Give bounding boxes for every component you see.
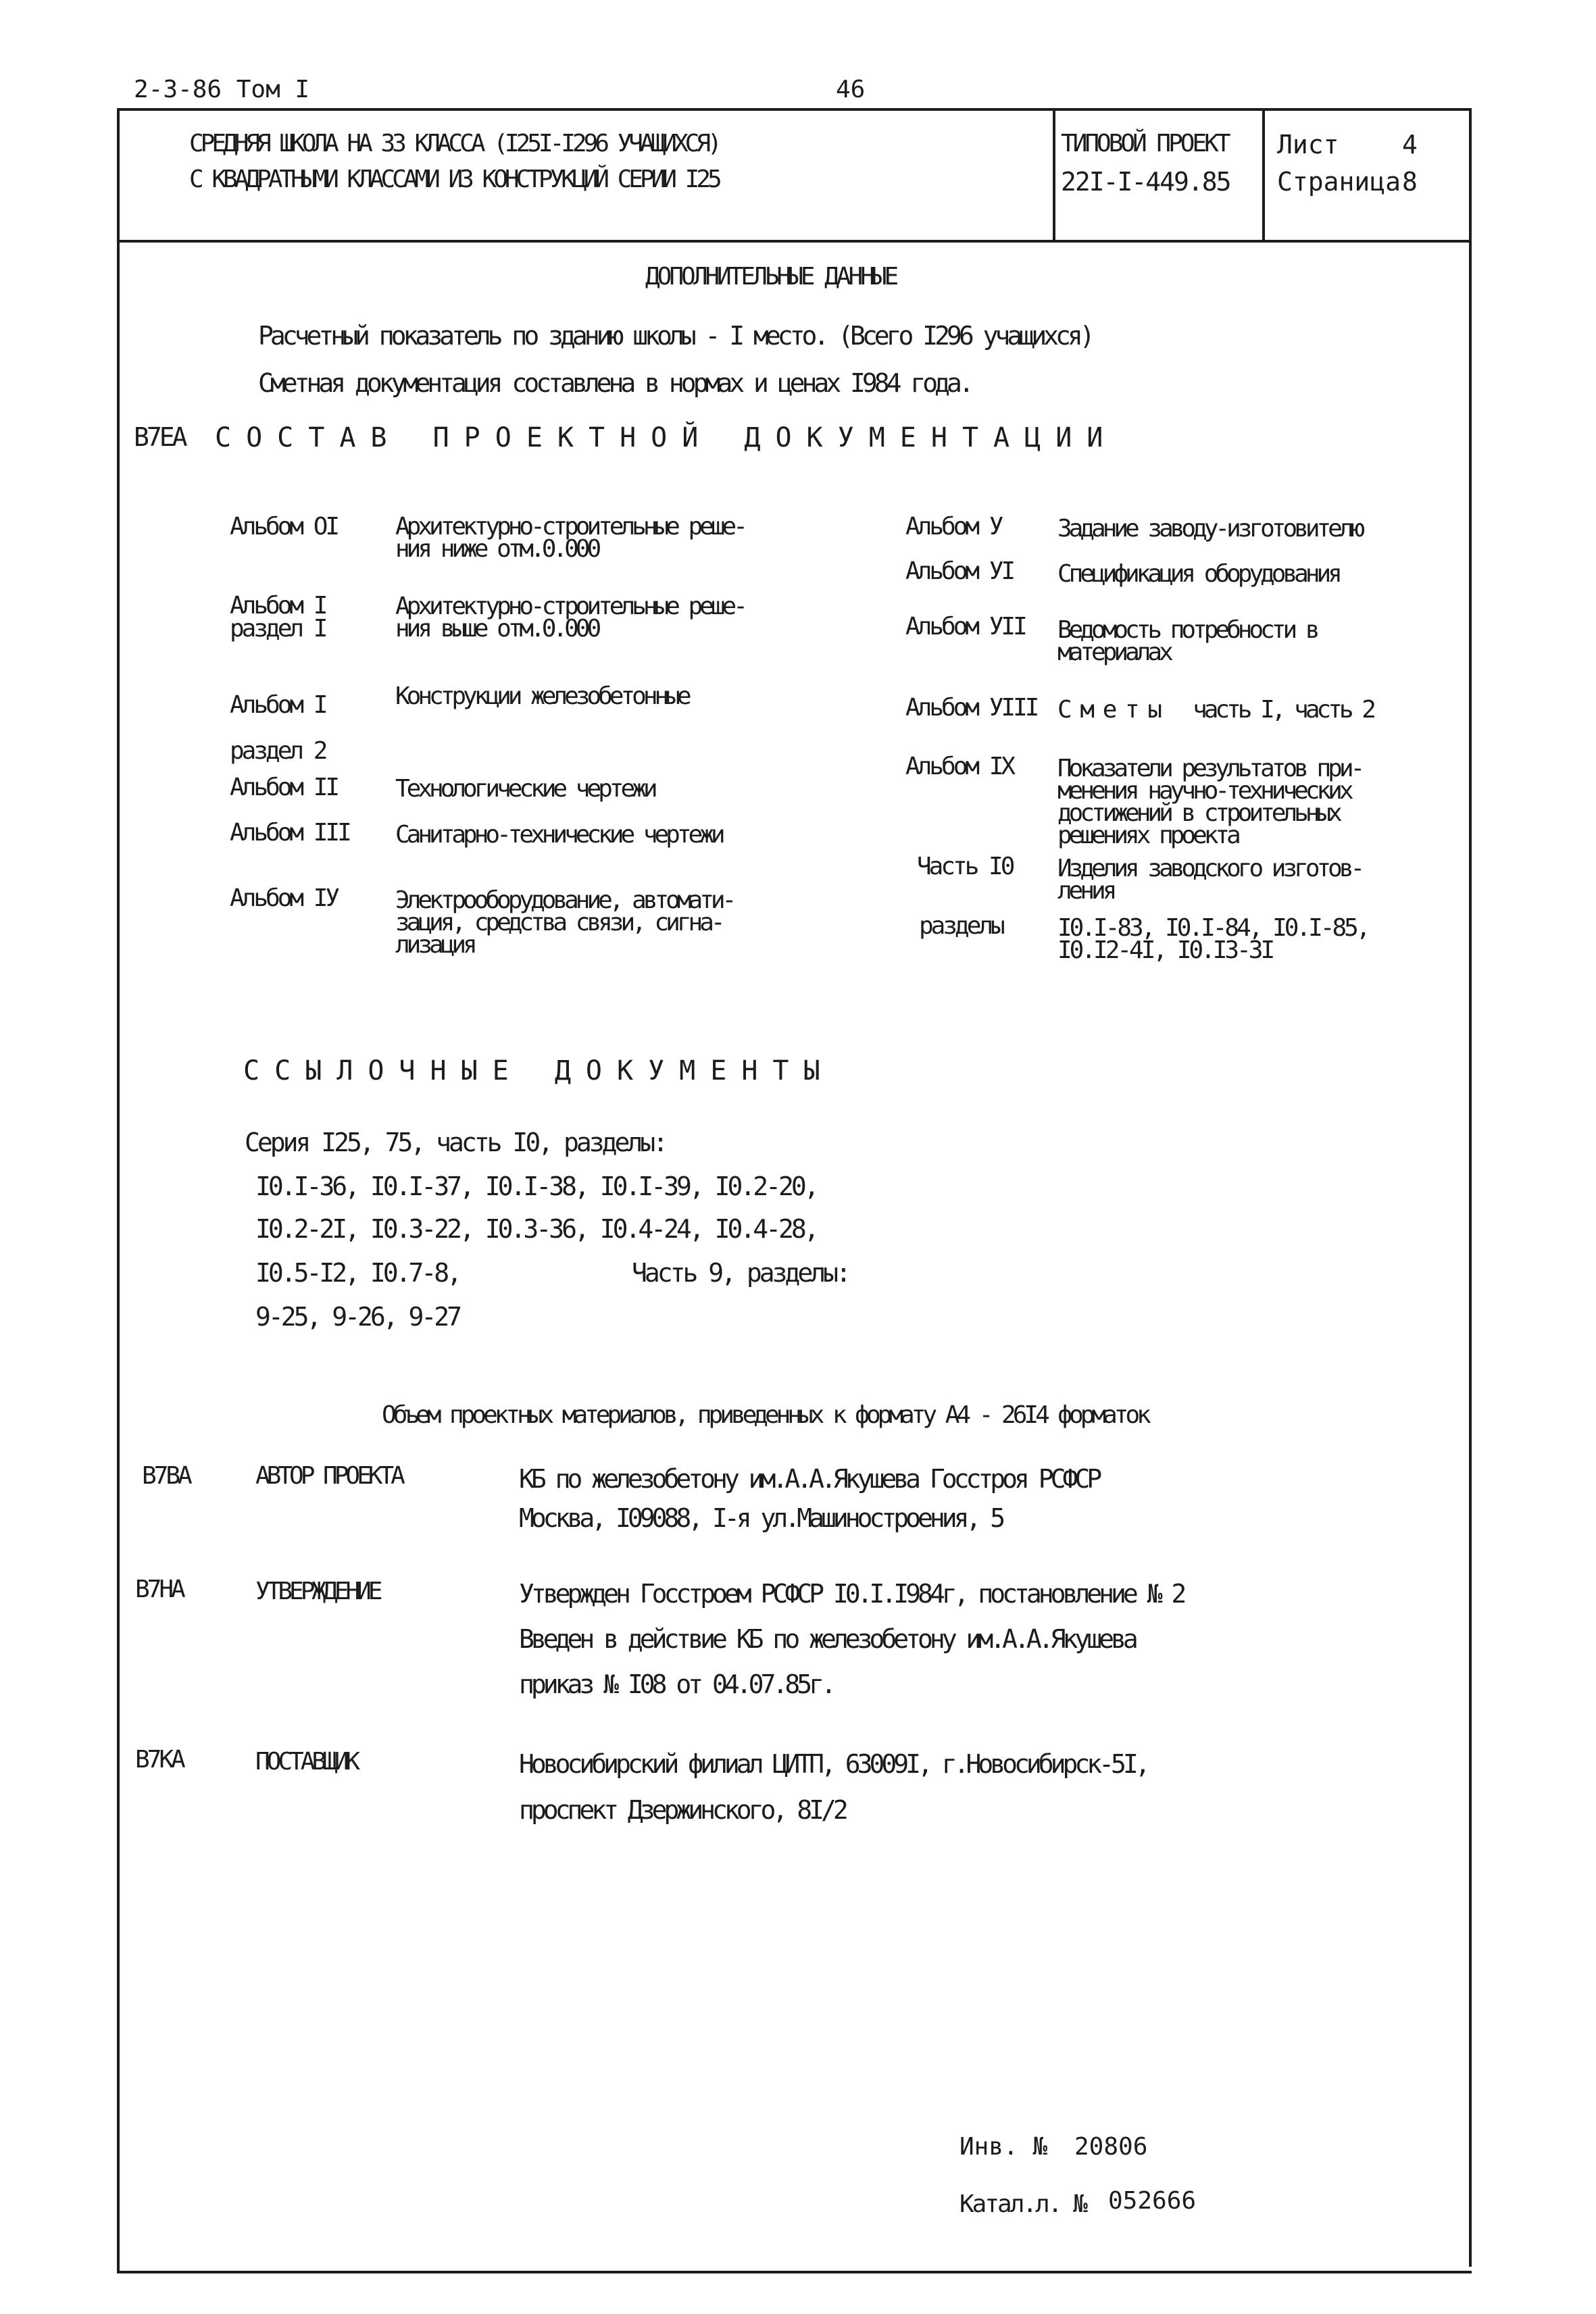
left-album-desc: Архитектурно-строительные реше- xyxy=(395,513,745,540)
right-album-label: разделы xyxy=(919,912,1003,940)
right-album-label: Альбом УI xyxy=(905,557,1014,585)
title-block-divider xyxy=(117,240,1472,243)
left-album-label: Альбом ОI xyxy=(230,513,338,540)
left-album-label: Альбом IУ xyxy=(230,884,338,912)
info-line: проспект Дзержинского, 8I/2 xyxy=(519,1795,845,1825)
composition-heading: СОСТАВ ПРОЕКТНОЙ ДОКУМЕНТАЦИИ xyxy=(215,422,1118,453)
left-album-desc: Технологические чертежи xyxy=(395,775,655,803)
inventory-value: 20806 xyxy=(1074,2133,1148,2161)
composition-code: В7ЕА xyxy=(134,422,185,452)
catalog-label: Катал.л. № xyxy=(959,2190,1086,2218)
project-label: ТИПОВОЙ ПРОЕКТ xyxy=(1061,130,1228,157)
left-album-label: Альбом I раздел I xyxy=(230,592,326,643)
references-line: Серия I25, 75, часть I0, разделы: xyxy=(245,1128,666,1157)
info-label: АВТОР ПРОЕКТА xyxy=(255,1462,402,1490)
right-album-desc: менения научно-технических xyxy=(1057,777,1351,805)
frame-right-border xyxy=(1469,108,1472,2267)
left-album-label: Альбом III xyxy=(230,819,349,847)
info-code: В7КА xyxy=(135,1746,183,1774)
left-album-desc: Санитарно-технические чертежи xyxy=(395,821,722,849)
right-album-desc: решениях проекта xyxy=(1057,822,1238,849)
left-album-label: Альбом II xyxy=(230,774,338,801)
info-line: Москва, I09088, I-я ул.Машиностроения, 5 xyxy=(519,1503,1003,1533)
references-line: 9-25, 9-26, 9-27 xyxy=(255,1302,460,1332)
right-album-label: Альбом IХ xyxy=(905,753,1014,780)
sheet-label: Лист xyxy=(1277,130,1339,159)
page-number: 46 xyxy=(836,76,866,103)
title-line-1: СРЕДНЯЯ ШКОЛА НА 33 КЛАССА (I25I-I296 УЧАЩИХСЯ) xyxy=(189,130,719,157)
right-album-label: Альбом У xyxy=(905,513,1001,540)
right-album-desc: Изделия заводского изготов- xyxy=(1057,855,1362,882)
right-album-label: Часть I0 xyxy=(917,853,1013,880)
project-number: 22I-I-449.85 xyxy=(1061,167,1230,197)
info-line: Утвержден Госстроем РСФСР I0.I.I984г, постановление № 2 xyxy=(519,1579,1184,1609)
extra-line-1: Расчетный показатель по зданию школы - I место. (Всего I296 учащихся) xyxy=(258,321,1092,351)
right-album-desc: Ведомость потребности в xyxy=(1057,616,1317,644)
references-heading: ССЫЛОЧНЫЕ ДОКУМЕНТЫ xyxy=(243,1055,835,1086)
references-part9: Часть 9, разделы: xyxy=(632,1258,849,1288)
info-code: В7НА xyxy=(135,1576,183,1603)
page-value: 8 xyxy=(1402,167,1418,197)
info-label: УТВЕРЖДЕНИЕ xyxy=(255,1578,380,1605)
info-line: КБ по железобетону им.А.А.Якушева Госстроя РСФСР xyxy=(519,1464,1099,1494)
right-album-desc: Задание заводу-изготовителю xyxy=(1057,515,1362,543)
right-album-desc: Спецификация оборудования xyxy=(1057,560,1339,588)
frame-top-border xyxy=(117,108,1472,111)
sheet-value: 4 xyxy=(1402,130,1418,159)
right-album-desc: I0.I-83, I0.I-84, I0.I-85, xyxy=(1057,914,1368,942)
info-label: ПОСТАВЩИК xyxy=(255,1748,357,1776)
inventory-label: Инв. № xyxy=(959,2133,1048,2161)
title-block-col-1 xyxy=(1053,108,1055,241)
frame-left-border xyxy=(117,108,120,2273)
references-line: I0.5-I2, I0.7-8, xyxy=(255,1258,460,1288)
right-album-desc: I0.I2-4I, I0.I3-3I xyxy=(1057,936,1273,964)
extra-heading: ДОПОЛНИТЕЛЬНЫЕ ДАННЫЕ xyxy=(645,263,897,291)
left-album-desc: зация, средства связи, сигна- xyxy=(395,909,722,936)
right-album-label: Альбом УIII xyxy=(905,694,1037,722)
info-line: Введен в действие КБ по железобетону им.А.А.Якушева xyxy=(519,1624,1135,1654)
right-album-desc: С м е т ы часть I, часть 2 xyxy=(1057,696,1373,724)
volume-line: Объем проектных материалов, приведенных к формату А4 - 26I4 форматок xyxy=(382,1401,1148,1429)
right-album-desc: материалах xyxy=(1057,638,1170,666)
left-album-label: Альбом I раздел 2 xyxy=(230,691,326,765)
top-reference: 2-3-86 Том I xyxy=(134,76,310,103)
left-album-desc: лизация xyxy=(395,931,474,959)
references-line: I0.2-2I, I0.3-22, I0.3-36, I0.4-24, I0.4-28, xyxy=(255,1214,817,1244)
page-label: Страница xyxy=(1277,167,1401,197)
left-album-desc: Архитектурно-строительные реше- xyxy=(395,593,745,620)
right-album-desc: достижений в строительных xyxy=(1057,799,1339,827)
title-line-2: С КВАДРАТНЫМИ КЛАССАМИ ИЗ КОНСТРУКЦИЙ СЕРИИ I25 xyxy=(189,166,719,193)
right-album-desc: ления xyxy=(1057,877,1114,905)
left-album-desc: ния ниже отм.0.000 xyxy=(395,535,599,563)
info-code: В7ВА xyxy=(142,1462,190,1490)
frame-bottom-border xyxy=(117,2271,1472,2273)
right-album-desc: Показатели результатов при- xyxy=(1057,755,1362,782)
right-album-label: Альбом УII xyxy=(905,613,1025,640)
catalog-value: 052666 xyxy=(1108,2187,1197,2215)
left-album-desc: ния выше отм.0.000 xyxy=(395,615,599,643)
info-line: Новосибирский филиал ЦИТП, 63009I, г.Новосибирск-5I, xyxy=(519,1749,1147,1779)
left-album-desc: Электрооборудование, автомати- xyxy=(395,886,734,914)
info-line: приказ № I08 от 04.07.85г. xyxy=(519,1669,833,1699)
left-album-desc: Конструкции железобетонные xyxy=(395,682,689,710)
extra-line-2: Сметная документация составлена в нормах и ценах I984 года. xyxy=(258,368,971,398)
title-block-col-2 xyxy=(1262,108,1265,241)
references-line: I0.I-36, I0.I-37, I0.I-38, I0.I-39, I0.2-20, xyxy=(255,1172,817,1201)
